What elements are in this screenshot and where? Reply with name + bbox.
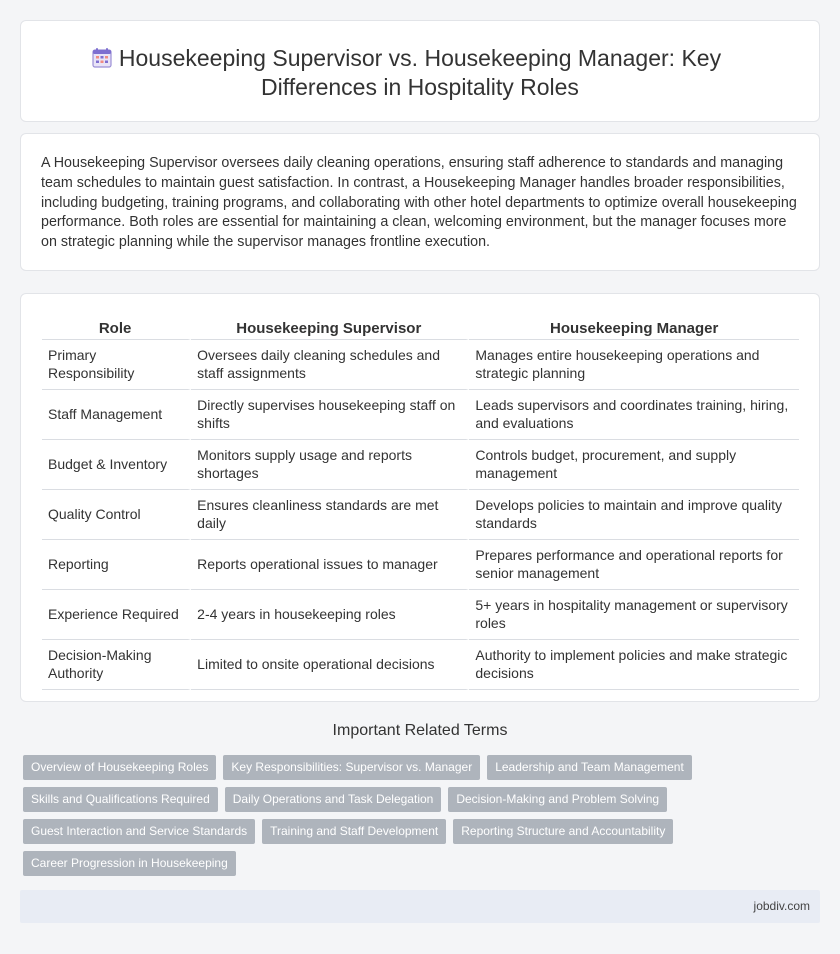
table-cell-supervisor: 2-4 years in housekeeping roles bbox=[191, 590, 469, 640]
table-cell-manager: Leads supervisors and coordinates training, hiring, and evaluations bbox=[469, 390, 799, 440]
related-term-tag[interactable]: Daily Operations and Task Delegation bbox=[225, 787, 442, 812]
related-term-tag[interactable]: Career Progression in Housekeeping bbox=[23, 851, 236, 876]
table-row bbox=[42, 540, 799, 590]
table-cell-role: Quality Control bbox=[42, 490, 191, 540]
table-cell-role: Reporting bbox=[42, 540, 191, 590]
table-cell-supervisor: Limited to onsite operational decisions bbox=[191, 640, 469, 690]
table-cell-role: Primary Responsibility bbox=[42, 340, 191, 390]
comparison-table-card bbox=[20, 293, 820, 702]
table-cell-supervisor: Oversees daily cleaning schedules and staff assignments bbox=[191, 340, 469, 390]
table-row bbox=[42, 590, 799, 640]
title-card bbox=[20, 20, 820, 122]
intro-card bbox=[20, 133, 820, 271]
table-cell-supervisor: Ensures cleanliness standards are met daily bbox=[191, 490, 469, 540]
table-row bbox=[42, 340, 799, 390]
table-cell-role: Decision-Making Authority bbox=[42, 640, 191, 690]
column-header-manager: Housekeeping Manager bbox=[469, 314, 799, 340]
table-row bbox=[42, 390, 799, 440]
table-cell-manager: Manages entire housekeeping operations and strategic planning bbox=[469, 340, 799, 390]
column-header-role: Role bbox=[42, 314, 191, 340]
related-term-tag[interactable]: Reporting Structure and Accountability bbox=[453, 819, 673, 844]
table-row bbox=[42, 640, 799, 690]
table-cell-role: Budget & Inventory bbox=[42, 440, 191, 490]
column-header-supervisor: Housekeeping Supervisor bbox=[191, 314, 469, 340]
related-term-tag[interactable]: Leadership and Team Management bbox=[487, 755, 692, 780]
related-term-tag[interactable]: Guest Interaction and Service Standards bbox=[23, 819, 255, 844]
table-cell-supervisor: Monitors supply usage and reports shortages bbox=[191, 440, 469, 490]
table-cell-role: Staff Management bbox=[42, 390, 191, 440]
related-term-tag[interactable]: Decision-Making and Problem Solving bbox=[448, 787, 667, 812]
page-title: Housekeeping Supervisor vs. Housekeeping Manager: Key Differences in Hospitality Roles bbox=[118, 45, 722, 100]
table-header-row bbox=[42, 314, 799, 340]
related-term-tag[interactable]: Overview of Housekeeping Roles bbox=[23, 755, 216, 780]
table-cell-supervisor: Directly supervises housekeeping staff on shifts bbox=[191, 390, 469, 440]
table-row bbox=[42, 490, 799, 540]
intro-paragraph: A Housekeeping Supervisor oversees daily cleaning operations, ensuring staff adherence to standards and managing team schedules to maintain guest satisfaction. In contrast, a Housekeeping Manager handles broader responsibilities, including budgeting, training programs, and collaborating with other hotel departments to optimize overall housekeeping performance. Both roles are essential for maintaining a clean, welcoming environment, but the manager focuses more on strategic planning while the supervisor manages frontline execution. bbox=[41, 155, 797, 251]
related-term-tag[interactable]: Training and Staff Development bbox=[262, 819, 446, 844]
table-cell-manager: Controls budget, procurement, and supply management bbox=[469, 440, 799, 490]
related-terms-tags bbox=[23, 755, 723, 883]
footer-site-link[interactable]: jobdiv.com bbox=[753, 899, 810, 913]
related-term-tag[interactable]: Skills and Qualifications Required bbox=[23, 787, 218, 812]
table-cell-role: Experience Required bbox=[42, 590, 191, 640]
footer bbox=[20, 890, 820, 923]
related-term-tag[interactable]: Key Responsibilities: Supervisor vs. Manager bbox=[223, 755, 480, 780]
table-cell-supervisor: Reports operational issues to manager bbox=[191, 540, 469, 590]
comparison-table bbox=[42, 314, 799, 690]
table-cell-manager: Prepares performance and operational reports for senior management bbox=[469, 540, 799, 590]
table-cell-manager: Authority to implement policies and make strategic decisions bbox=[469, 640, 799, 690]
table-cell-manager: Develops policies to maintain and improve quality standards bbox=[469, 490, 799, 540]
table-cell-manager: 5+ years in hospitality management or supervisory roles bbox=[469, 590, 799, 640]
table-row bbox=[42, 440, 799, 490]
related-terms-heading: Important Related Terms bbox=[332, 722, 508, 739]
